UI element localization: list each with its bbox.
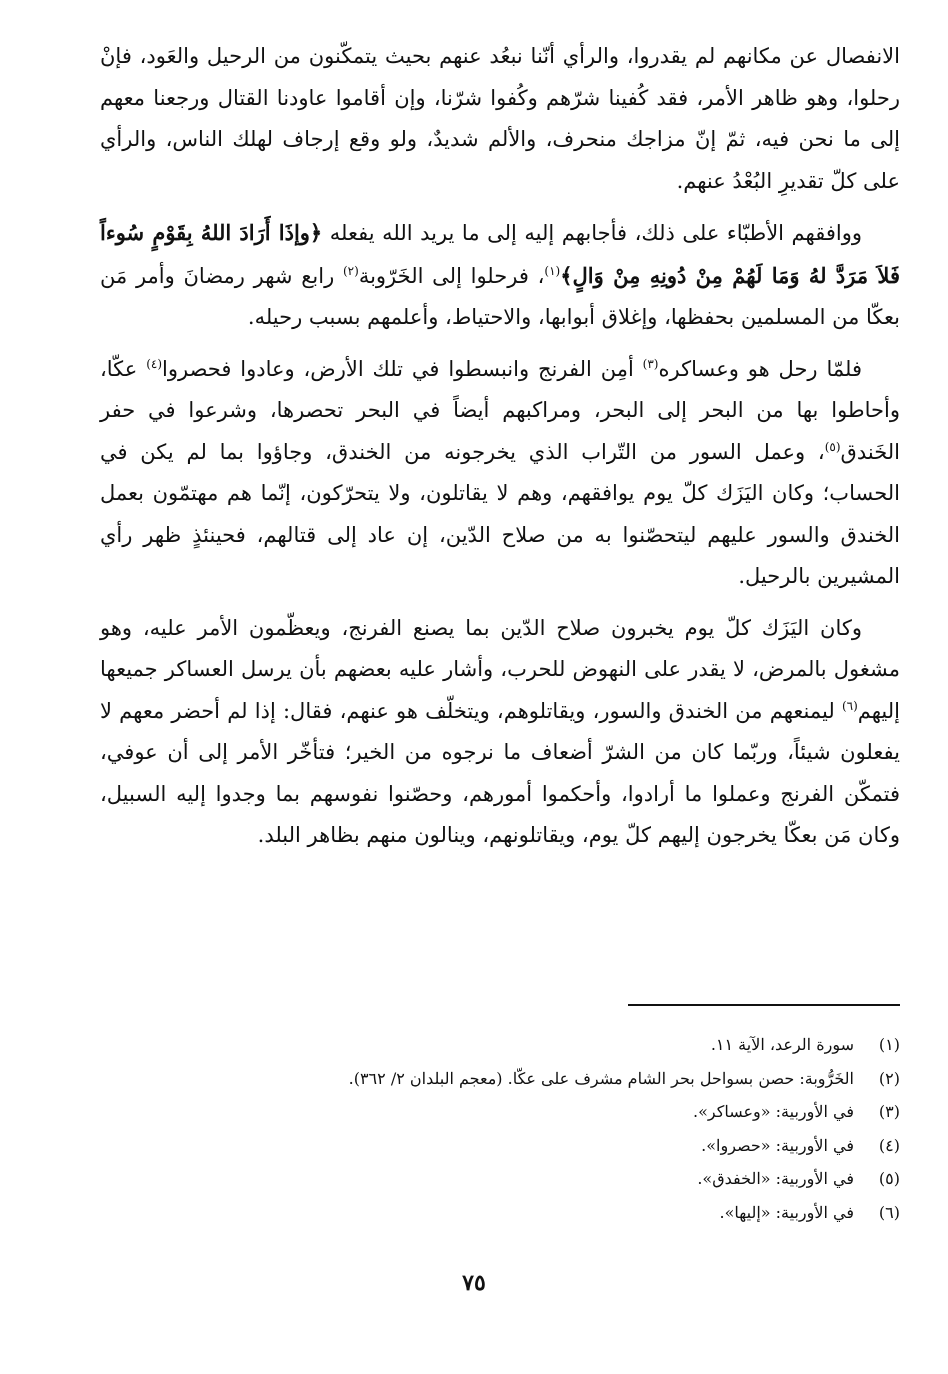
footnote-number: (٤) (878, 1135, 900, 1155)
page-number: ٧٥ (462, 1270, 486, 1296)
footnote-item (100, 1162, 900, 1196)
paragraph (100, 608, 900, 857)
footnote-reference: (٢) (342, 263, 359, 278)
footnote-text: سورة الرعد، الآية ١١. (710, 1035, 854, 1054)
paragraph-text: وكان اليَزَك كلّ يوم يخبرون صلاح الدّين بما يصنع الفرنج، ويعظّمون الأمر عليه، وهو مشغول بالمرض، لا يقدر على النهوض للحرب، وأشار عليه بعضهم بأن يرسل العساكر جميعها إليهم (100, 615, 900, 723)
paragraph (100, 36, 900, 202)
footnote-reference: (٣) (642, 356, 659, 371)
paragraph-text: ، فرحلوا إلى الخَرّوبة (358, 263, 545, 288)
footnote-reference: (٦) (841, 698, 858, 713)
paragraph-text: رابع شهر رمضانَ وأمر مَن بعكّا من المسلمين بحفظها، وإغلاق أبوابها، والاحتياط، وأعلمهم بسبب رحيله. (100, 263, 900, 329)
paragraph-text: ليمنعهم من الخندق والسور، ويقاتلوهم، ويتخلّف هو عنهم، فقال: إذا لم أحضر معهم لا يفعلون شيئاً، وربّما كان من الشرّ أضعاف ما نرجوه من الخير؛ فتأخّر الأمر إلى أن عوفي، فتمكّن الفرنج وعملوا ما أرادوا، وأحكموا أمورهم، وحصّنوا نفوسهم بما وجدوا إليه السبيل، وكان مَن بعكّا يخرجون إليهم كلّ يوم، ويقاتلونهم، وينالون منهم بظاهر البلد. (100, 698, 900, 847)
footnotes-list (100, 1028, 900, 1229)
footnote-number: (١) (878, 1035, 900, 1054)
footnote-item (100, 1095, 900, 1129)
footnote-text: في الأوربية: «وعساكر». (693, 1102, 854, 1121)
footnote-item (100, 1129, 900, 1163)
footnote-reference: (١) (544, 263, 561, 278)
main-text (100, 36, 900, 857)
footnote-number: (٥) (878, 1169, 900, 1188)
footnote-reference: (٥) (824, 439, 841, 454)
footnote-number: (٣) (878, 1102, 900, 1121)
paragraph-text: عكّا، وأحاطوا بها من البحر إلى البحر، ومراكبهم أيضاً في البحر تحصرها، وشرعوا في حفر الخَندق (100, 356, 900, 464)
footnote-text: في الأوربية: «إليها». (719, 1202, 854, 1222)
paragraph-text: الانفصال عن مكانهم لم يقدروا، والرأي أنّنا نبعُد عنهم بحيث يتمكّنون من الرحيل والعَود، فإنْ رحلوا، وهو ظاهر الأمر، فقد كُفينا شرّهم وكُفوا شرّنا، وإن أقاموا عاودنا القتال ورجعنا معهم إلى ما نحن فيه، ثمّ إنّ مزاجك منحرف، والألم شديدٌ، ولو وقع إرجاف لهلك الناس، والرأي على كلّ تقديرِ البُعْدُ عنهم. (100, 44, 900, 193)
paragraph-text: أمِن الفرنج وانبسطوا في تلك الأرض، وعادوا فحصروا (162, 356, 643, 381)
footnote-number: (٢) (878, 1068, 900, 1088)
paragraph-text: ووافقهم الأطبّاء على ذلك، فأجابهم إليه إلى ما يريد الله يفعله (322, 221, 862, 245)
paragraph-text: فلمّا رحل هو وعساكره (658, 356, 862, 381)
footnote-divider (628, 1004, 900, 1006)
footnote-number: (٦) (878, 1202, 900, 1222)
footnote-text: الخَرُّوبة: حصن بسواحل بحر الشام مشرف على عكّا. (معجم البلدان ٢/ ٣٦٢). (348, 1068, 854, 1088)
quran-quote: ﴿وإذَا أَرَادَ اللهُ بِقَوْمٍ سُوءاً فَلاَ مَرَدَّ لهُ وَمَا لَهُمْ مِنْ دُونِهِ مِنْ وَالٍ﴾ (100, 220, 901, 288)
paragraph-text: ، وعمل السور من التّراب الذي يخرجونه من الخندق، وجاؤوا بما لم يكن في الحساب؛ وكان اليَزَك كلّ يوم يوافقهم، وهم لا يقاتلون، ولا يتحرّكون، إنّما هم مهتمّون بعمل الخندق والسور عليهم ليتحصّنوا به من صلاح الدّين، إن عاد إلى قتالهم، فحينئذٍ ظهر رأي المشيرين بالرحيل. (100, 439, 900, 588)
footnote-text: في الأوربية: «الخفدق». (697, 1169, 854, 1188)
footnote-item (100, 1062, 900, 1096)
paragraph (100, 349, 900, 598)
paragraph (100, 212, 900, 339)
footnote-item (100, 1196, 900, 1230)
footnote-text: في الأوربية: «حصروا». (701, 1135, 854, 1155)
footnote-item (100, 1028, 900, 1062)
footnote-reference: (٤) (146, 356, 163, 371)
